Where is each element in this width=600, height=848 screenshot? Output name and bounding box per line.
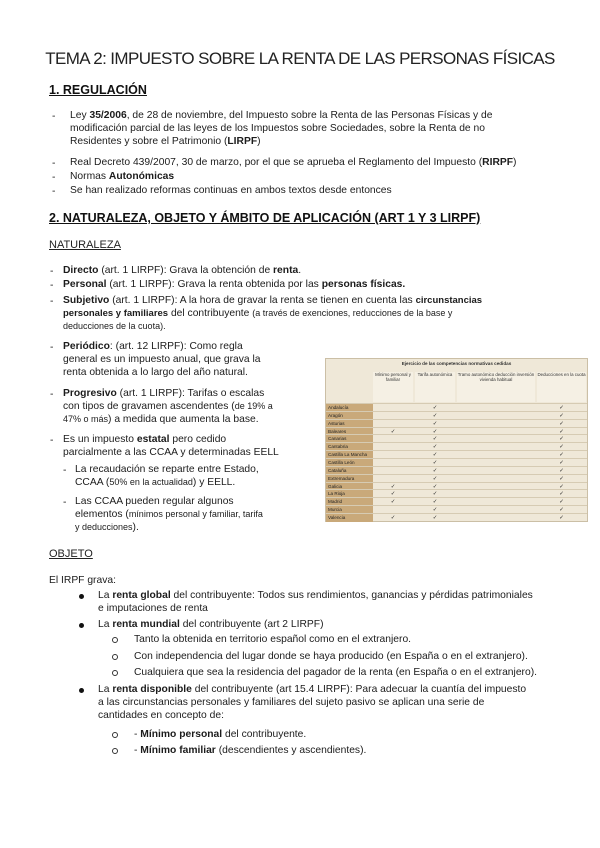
dash-marker: - <box>50 296 54 307</box>
table-cell: ✓ <box>559 475 564 482</box>
table-cell: ✓ <box>559 428 564 435</box>
table-cell: ✓ <box>559 507 564 514</box>
table-cell: ✓ <box>432 514 438 521</box>
bullet-icon <box>79 623 84 628</box>
circle-bullet-icon <box>112 732 118 738</box>
table-cell: ✓ <box>559 452 564 459</box>
regulation-item-normas: Normas Autonómicas <box>70 171 175 182</box>
mundial-sub-1: Tanto la obtenida en territorio español como en el extranjero. <box>134 634 412 645</box>
dash-marker: - <box>52 111 56 122</box>
dash-marker: - <box>50 342 54 353</box>
naturaleza-subjetivo: Subjetivo (art. 1 LIRPF): A la hora de gravar la renta se tienen en cuenta las circunstancias personales y familiares del contribuyente (a través de exenciones, reducciones de la base y deducciones de la cuota). <box>63 295 483 332</box>
table-cell: ✓ <box>432 459 438 466</box>
table-cell: ✓ <box>390 428 396 435</box>
table-row-region: Valencia <box>326 514 373 523</box>
circle-bullet-icon <box>112 654 118 660</box>
table-row-region: Cataluña <box>326 467 373 476</box>
objeto-intro: El IRPF grava: <box>49 575 116 586</box>
table-row-region: Murcia <box>326 506 373 515</box>
mundial-sub-3: Cualquiera que sea la residencia del pagador de la renta (en España o en el extranjero). <box>134 667 537 678</box>
table-cell: ✓ <box>559 436 564 443</box>
table-caption: Ejercicio de las competencias normativas cedidas <box>401 361 512 366</box>
dash-marker: - <box>63 465 67 476</box>
objeto-renta-mundial: La renta mundial del contribuyente (art 2 LIRPF) <box>98 619 324 630</box>
table-cell: ✓ <box>559 444 564 451</box>
table-cell: ✓ <box>432 420 438 427</box>
dash-marker: - <box>50 266 54 277</box>
estatal-recaudacion: La recaudación se reparte entre Estado, CCAA (50% en la actualidad) y EELL. <box>75 464 259 489</box>
table-cell: ✓ <box>432 428 438 435</box>
regulation-item-rd: Real Decreto 439/2007, 30 de marzo, por el que se aprueba el Reglamento del Impuesto (RIRPF) <box>70 157 517 168</box>
table-cell: ✓ <box>432 405 438 411</box>
naturaleza-label: NATURALEZA <box>49 239 121 251</box>
section-1-heading: 1. REGULACIÓN <box>49 83 147 97</box>
naturaleza-personal: Personal (art. 1 LIRPF): Grava la renta obtenida por las personas físicas. <box>63 279 406 290</box>
table-cell: ✓ <box>559 467 564 474</box>
table-row-region: Canarias <box>326 435 373 444</box>
table-cell: ✓ <box>432 483 438 490</box>
bullet-icon <box>79 688 84 693</box>
table-cell: ✓ <box>559 459 564 466</box>
table-header: Tarifa autonómica <box>415 372 455 402</box>
dash-marker: - <box>50 280 54 291</box>
competencias-table <box>325 358 588 522</box>
table-row-region: Castilla La Mancha <box>326 451 373 460</box>
table-row-region: Castilla León <box>326 459 373 468</box>
table-cell: ✓ <box>559 420 564 427</box>
table-cell: ✓ <box>432 499 438 506</box>
dash-marker: - <box>63 497 67 508</box>
table-cell: ✓ <box>432 436 438 443</box>
table-cell: ✓ <box>432 452 438 459</box>
objeto-label: OBJETO <box>49 548 93 560</box>
bullet-icon <box>79 594 84 599</box>
table-header: Deducciones en la cuota <box>537 372 586 402</box>
regulation-item-ley: Ley 35/2006, de 28 de noviembre, del Impuesto sobre la Renta de las Personas Físicas y de modificación parcial de las leyes de los Impuestos sobre Sociedades, sobre la Renta de no Residentes y sobre el Patrimonio (LIRPF) <box>70 110 493 148</box>
regulation-item-reformas: Se han realizado reformas continuas en ambos textos desde entonces <box>70 185 392 196</box>
naturaleza-estatal: Es un impuesto estatal pero cedido parcialmente a las CCAA y determinadas EELL <box>63 434 279 459</box>
table-row-region: Baleares <box>326 428 373 437</box>
table-row-region: Andalucía <box>326 404 373 413</box>
table-row-region: Madrid <box>326 498 373 507</box>
naturaleza-periodico: Periódico: (art. 12 LIRPF): Como regla general es un impuesto anual, que grava la renta obtenida a lo largo del año natural. <box>63 341 261 379</box>
table-row-region: Extremadura <box>326 475 373 484</box>
table-row-region: Galicia <box>326 483 373 492</box>
circle-bullet-icon <box>112 670 118 676</box>
dash-marker: - <box>50 389 54 400</box>
table-row-region: Asturias <box>326 420 373 429</box>
table-row-region: Cantabria <box>326 443 373 452</box>
table-row-region: Aragón <box>326 412 373 421</box>
naturaleza-progresivo: Progresivo (art. 1 LIRPF): Tarifas o escalas con tipos de gravamen ascendentes (de 19% a 47% o más) a medida que aumenta la base. <box>63 388 273 426</box>
objeto-renta-disponible: La renta disponible del contribuyente (art 15.4 LIRPF): Para adecuar la cuantía del impuesto a las circunstancias personales y familiares del sujeto pasivo se aplican una serie de cantidades en concepto de: <box>98 684 527 722</box>
mundial-sub-2: Con independencia del lugar donde se haya producido (en España o en el extranjero). <box>134 651 528 662</box>
table-row <box>326 513 587 523</box>
table-cell: ✓ <box>390 514 396 521</box>
table-cell: ✓ <box>559 483 564 490</box>
page-title: TEMA 2: IMPUESTO SOBRE LA RENTA DE LAS PERSONAS FÍSICAS <box>45 49 555 68</box>
naturaleza-directo: Directo (art. 1 LIRPF): Grava la obtención de renta. <box>63 265 302 276</box>
disponible-sub-1: - Mínimo personal del contribuyente. <box>134 729 307 740</box>
circle-bullet-icon <box>112 637 118 643</box>
dash-marker: - <box>52 172 56 183</box>
table-cell: ✓ <box>390 491 396 498</box>
estatal-ccaa: Las CCAA pueden regular algunos elementos (mínimos personal y familiar, tarifa y deducciones). <box>75 496 263 534</box>
table-cell: ✓ <box>390 499 396 506</box>
dash-marker: - <box>52 186 56 197</box>
table-cell: ✓ <box>559 412 564 419</box>
table-header: Mínimo personal y familiar <box>373 372 413 402</box>
table-cell: ✓ <box>390 483 396 490</box>
section-2-heading: 2. NATURALEZA, OBJETO Y ÁMBITO DE APLICACIÓN (ART 1 Y 3 LIRPF) <box>49 211 481 225</box>
disponible-sub-2: - Mínimo familiar (descendientes y ascendientes). <box>134 745 367 756</box>
table-cell: ✓ <box>559 514 564 521</box>
objeto-renta-global: La renta global del contribuyente: Todos sus rendimientos, ganancias y pérdidas patrimoniales e imputaciones de renta <box>98 590 533 615</box>
table-cell: ✓ <box>432 475 438 482</box>
table-cell: ✓ <box>432 491 438 498</box>
table-cell: ✓ <box>559 491 564 498</box>
dash-marker: - <box>52 158 56 169</box>
table-row-region: La Rioja <box>326 490 373 499</box>
circle-bullet-icon <box>112 748 118 754</box>
table-cell: ✓ <box>432 467 438 474</box>
table-header: Tramo autonómico deducción inversión vivienda habitual <box>457 372 535 402</box>
dash-marker: - <box>50 435 54 446</box>
table-cell: ✓ <box>432 507 438 514</box>
table-cell: ✓ <box>559 499 564 506</box>
table-cell: ✓ <box>432 444 438 451</box>
table-cell: ✓ <box>432 412 438 419</box>
table-cell: ✓ <box>559 405 564 411</box>
table-cell <box>457 514 535 523</box>
